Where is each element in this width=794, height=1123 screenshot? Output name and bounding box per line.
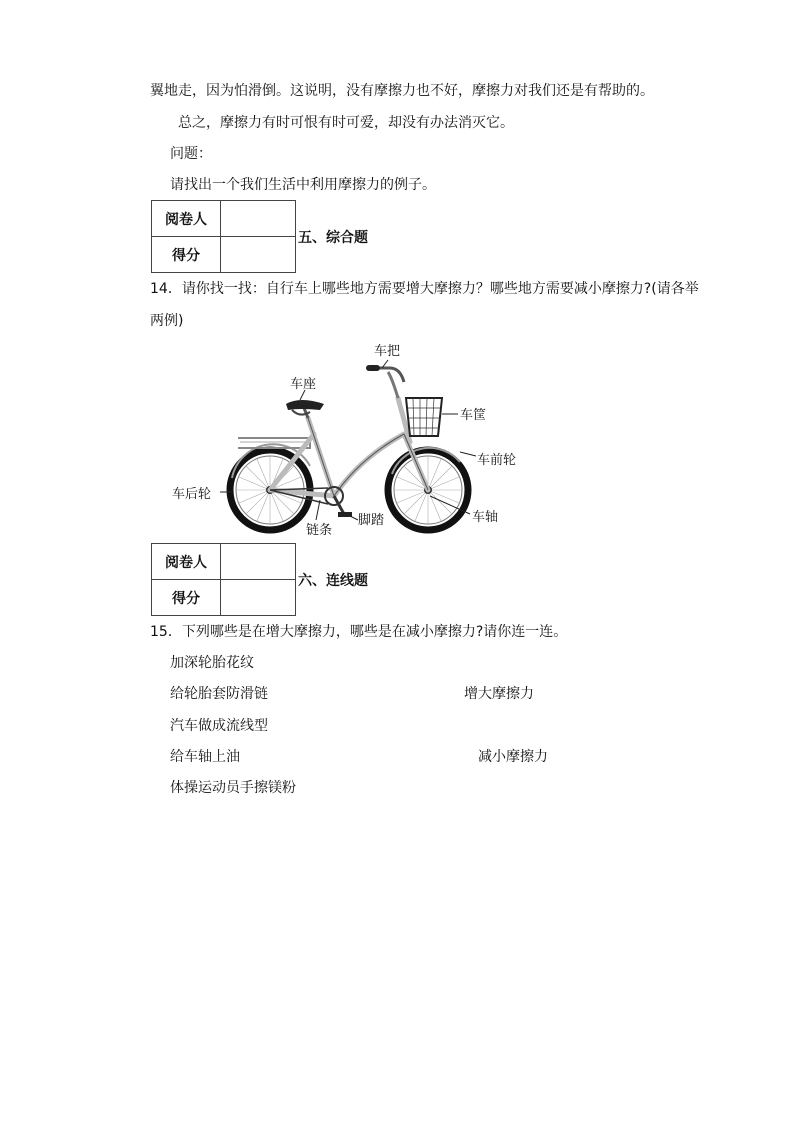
passage-line-1: 翼地走，因为怕滑倒。这说明，没有摩擦力也不好，摩擦力对我们还是有帮助的。 — [150, 83, 654, 99]
grader-field[interactable] — [221, 201, 296, 237]
score-table-6 — [151, 543, 296, 616]
score-label: 得分 — [152, 580, 221, 616]
left-item[interactable]: 加深轮胎花纹 — [170, 655, 254, 671]
grader-field[interactable] — [221, 544, 296, 580]
score-label: 得分 — [152, 237, 221, 273]
label-chain: 链条 — [306, 523, 333, 538]
score-field[interactable] — [221, 237, 296, 273]
label-handlebar: 车把 — [374, 344, 401, 359]
right-item-increase[interactable]: 增大摩擦力 — [464, 686, 534, 702]
label-front-wheel: 车前轮 — [477, 453, 517, 468]
left-item[interactable]: 给轮胎套防滑链 — [170, 686, 268, 702]
section-5-title: 五、综合题 — [298, 230, 368, 246]
grader-label: 阅卷人 — [152, 544, 221, 580]
basket-graphic — [406, 398, 442, 436]
label-basket: 车筐 — [460, 408, 487, 423]
right-item-decrease[interactable]: 减小摩擦力 — [478, 749, 548, 765]
grader-label: 阅卷人 — [152, 201, 221, 237]
score-table-5 — [151, 200, 296, 273]
section-6-title: 六、连线题 — [298, 573, 368, 589]
question-text: 请找出一个我们生活中利用摩擦力的例子。 — [170, 177, 436, 193]
label-axle: 车轴 — [472, 510, 499, 525]
left-item[interactable]: 汽车做成流线型 — [170, 718, 268, 734]
q14-line-1: 14．请你找一找：自行车上哪些地方需要增大摩擦力？哪些地方需要减小摩擦力?(请各举 — [150, 281, 699, 297]
label-pedal: 脚踏 — [358, 513, 385, 528]
label-seat: 车座 — [290, 377, 317, 392]
q14-line-2: 两例) — [150, 313, 184, 329]
left-item[interactable]: 体操运动员手擦镁粉 — [170, 780, 296, 796]
passage-line-2: 总之，摩擦力有时可恨有时可爱，却没有办法消灭它。 — [178, 115, 514, 131]
score-field[interactable] — [221, 580, 296, 616]
question-label: 问题： — [170, 146, 212, 162]
q15-stem: 15．下列哪些是在增大摩擦力，哪些是在减小摩擦力?请你连一连。 — [150, 624, 568, 640]
left-item[interactable]: 给车轴上油 — [170, 749, 240, 765]
label-rear-wheel: 车后轮 — [172, 487, 212, 502]
